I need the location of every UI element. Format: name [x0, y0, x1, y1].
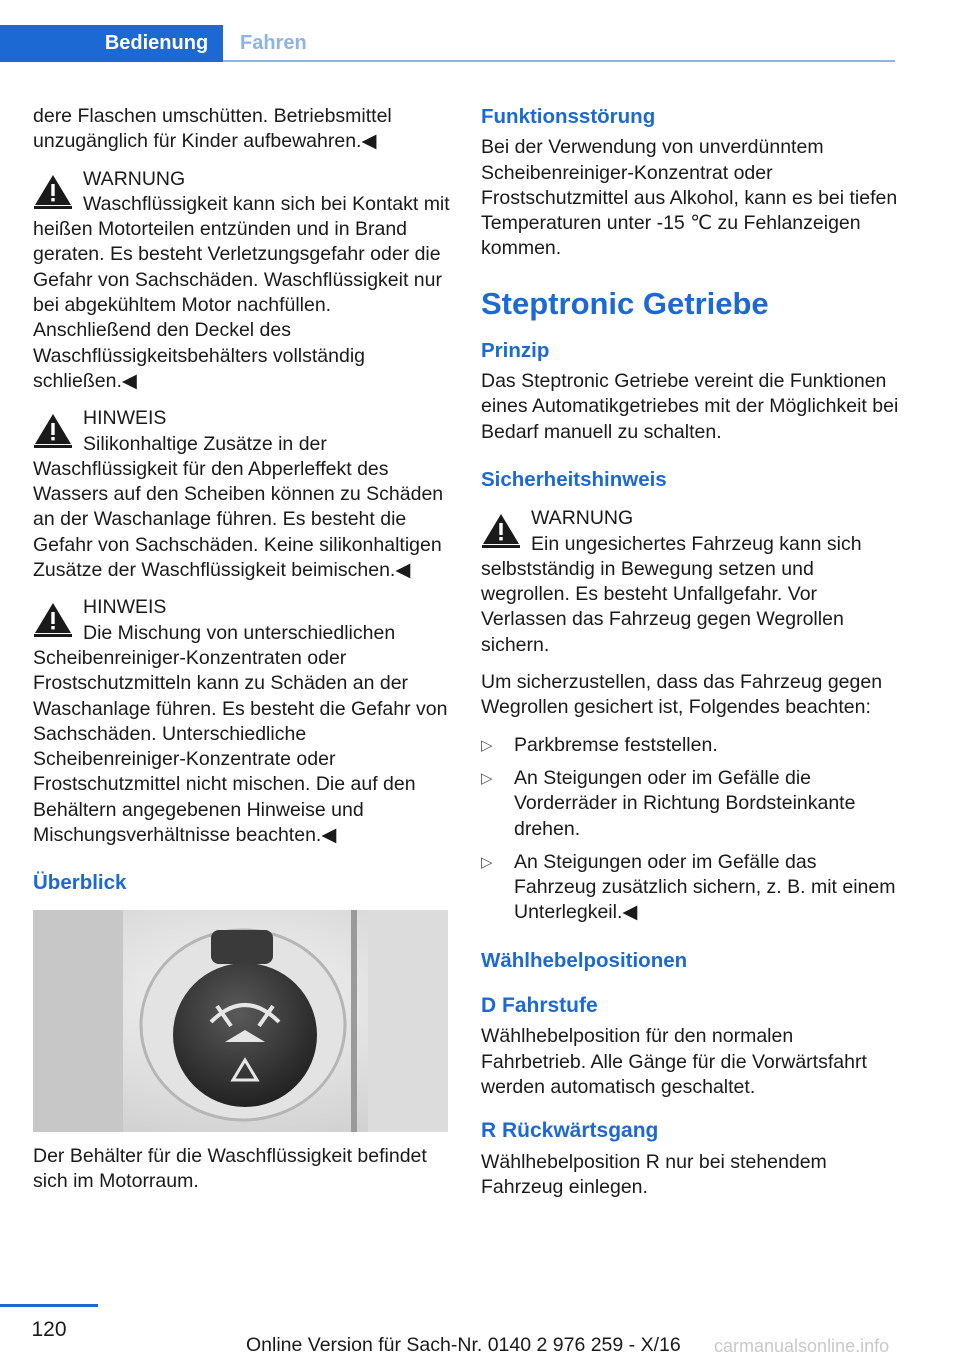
- r-paragraph: Wählhebelposition R nur bei stehendem Fahrzeug einlegen.: [481, 1150, 827, 1198]
- footer-accent-line: [0, 1304, 98, 1307]
- note-block-2: [33, 595, 451, 848]
- warning-triangle-icon: [481, 512, 521, 548]
- heading-sicherheitshinweis: Sicherheitshinweis: [481, 467, 667, 491]
- triangle-bullet-icon: ▷: [481, 769, 493, 787]
- warning-block-2: [481, 506, 899, 658]
- triangle-bullet-icon: ▷: [481, 736, 493, 754]
- note-block-1: [33, 406, 451, 583]
- tab-underline: [223, 60, 895, 62]
- photo-caption: Der Behälter für die Waschflüssigkeit befindet sich im Motorraum.: [33, 1144, 427, 1192]
- warning-title: WARNUNG: [531, 507, 634, 530]
- heading-funktionsstoerung: Funktionsstörung: [481, 105, 656, 128]
- list-item: ▷ Parkbremse feststellen.: [481, 733, 899, 758]
- warning-triangle-icon: [33, 173, 73, 209]
- warning-body: Waschflüssigkeit kann sich bei Kontakt mit heißen Motorteilen entzünden und in Brand geraten. Es besteht Verletzungsgefahr oder die Gefahr von Sachschäden. Waschflüssigkeit nur bei abgekühltem Motor nachfüllen. Anschließend den Deckel des Waschflüssigkeitsbehälters vollständig schließen.◀: [33, 192, 450, 392]
- list-item: ▷ An Steigungen oder im Gefälle die Vorderräder in Richtung Bordsteinkante drehen.: [481, 766, 856, 840]
- page-number: 120: [31, 1318, 67, 1341]
- heading-ueberblick: Überblick: [33, 871, 127, 895]
- tab-bedienung[interactable]: Bedienung: [0, 25, 223, 62]
- heading-waehlhebelpositionen: Wählhebelpositionen: [481, 948, 688, 972]
- intro-paragraph: dere Flaschen umschütten. Betriebsmittel unzugänglich für Kinder aufbewahren.◀: [33, 105, 392, 153]
- list-item: ▷ An Steigungen oder im Gefälle das Fahrzeug zusätzlich sichern, z. B. mit einem Unterlegkeil.◀: [481, 850, 896, 924]
- triangle-bullet-icon: ▷: [481, 853, 493, 871]
- washer-fluid-cap-illustration: [33, 910, 448, 1132]
- secure-paragraph: Um sicherzustellen, dass das Fahrzeug gegen Wegrollen gesichert ist, Folgendes beachten:: [481, 671, 883, 719]
- principle-paragraph: Das Steptronic Getriebe vereint die Funktionen eines Automatikgetriebes mit der Möglichkeit bei Bedarf manuell zu schalten.: [481, 370, 899, 443]
- note-title: HINWEIS: [83, 407, 167, 430]
- tab-fahren[interactable]: Fahren: [240, 32, 307, 54]
- note-title: HINWEIS: [83, 596, 167, 619]
- heading-d-fahrstufe: D Fahrstufe: [481, 994, 598, 1018]
- heading-steptronic: Steptronic Getriebe: [481, 285, 769, 321]
- heading-prinzip: Prinzip: [481, 338, 550, 362]
- warning-triangle-icon: [33, 601, 73, 637]
- note-body: Die Mischung von unterschiedlichen Scheibenreiniger-Konzentraten oder Frostschutzmitteln kann zu Schäden an der Waschanlage führen. Es besteht die Gefahr von Sachschäden. Unterschiedliche Scheibenreiniger-Konzentrate oder Frostschutzmittel nicht mischen. Die auf den Behältern angegebenen Hinweise und Mischungsverhältnisse beachten.◀: [33, 621, 448, 847]
- warning-triangle-icon: [33, 412, 73, 448]
- online-version-text: Online Version für Sach-Nr. 0140 2 976 259 - X/16: [246, 1334, 681, 1356]
- fault-paragraph: Bei der Verwendung von unverdünntem Scheibenreiniger-Konzentrat oder Frostschutzmittel aus Alkohol, kann es bei tiefen Temperaturen unter -15 ℃ zu Fehlanzeigen kommen.: [481, 136, 898, 260]
- warning-title: WARNUNG: [83, 167, 186, 190]
- heading-r-rueckwaertsgang: R Rückwärtsgang: [481, 1119, 659, 1143]
- left-column: [33, 104, 451, 1206]
- warning-block-1: [33, 167, 451, 395]
- note-body: Silikonhaltige Zusätze in der Waschflüssigkeit für den Abperleffekt des Wassers auf den Scheiben können zu Schäden an der Waschanlage führen. Es besteht die Gefahr von Sachschäden. Keine silikonhaltigen Zusätze der Waschflüssigkeit beimischen.◀: [33, 432, 444, 582]
- d-paragraph: Wählhebelposition für den normalen Fahrbetrieb. Alle Gänge für die Vorwärtsfahrt werden automatisch geschaltet.: [481, 1025, 867, 1098]
- warning-body: Ein ungesichertes Fahrzeug kann sich selbstständig in Bewegung setzen und wegrollen. Es besteht Unfallgefahr. Vor Verlassen das Fahrzeug gegen Wegrollen sichern.: [481, 532, 862, 656]
- washer-fluid-cap-photo: [33, 910, 448, 1132]
- header-tabs: [0, 25, 895, 62]
- right-column: [481, 104, 899, 1212]
- secure-list: [481, 733, 899, 926]
- watermark: carmanualsonline.info: [714, 1336, 890, 1356]
